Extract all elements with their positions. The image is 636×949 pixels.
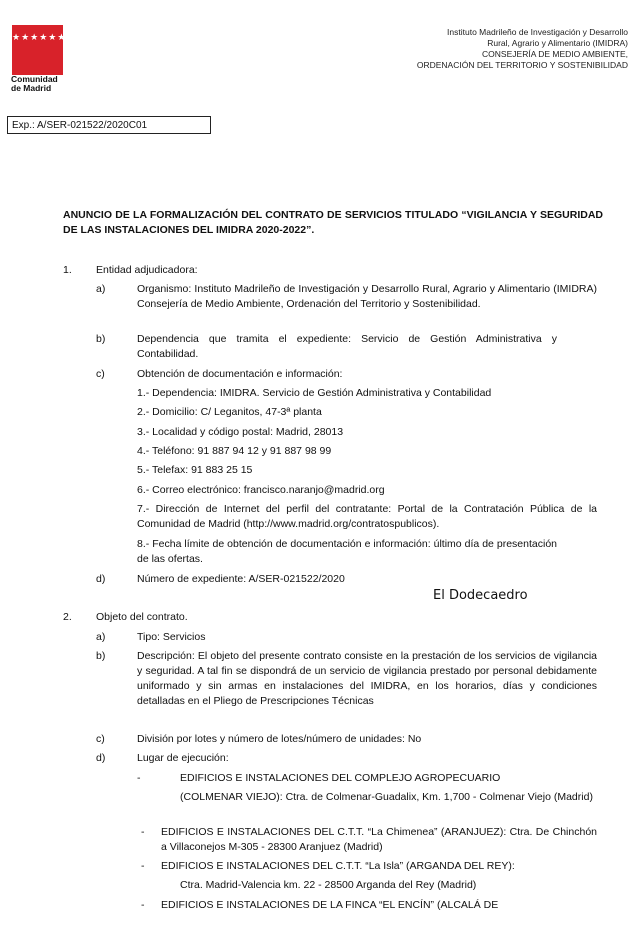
location-4-dash: - bbox=[141, 899, 145, 911]
item-2d-label: d) bbox=[96, 752, 106, 764]
location-4-text: EDIFICIOS E INSTALACIONES DE LA FINCA “EL ENCÍN” (ALCALÁ DE bbox=[161, 899, 499, 911]
header-line2: Rural, Agrario y Alimentario (IMIDRA) bbox=[487, 38, 628, 48]
contact-internet: 7.- Dirección de Internet del perfil del contratante: Portal de la Contratación Pública de la Comunidad de Madrid (http://www.madrid.org/contratospublicos). bbox=[137, 503, 597, 530]
location-1-detail: (COLMENAR VIEJO): Ctra. de Colmenar-Guadalix, Km. 1,700 - Colmenar Viejo (Madrid) bbox=[180, 791, 593, 803]
item-1d-label: d) bbox=[96, 573, 106, 585]
item-2a-label: a) bbox=[96, 631, 106, 643]
location-2-text: EDIFICIOS E INSTALACIONES DEL C.T.T. “La Chimenea” (ARANJUEZ): Ctra. De Chinchón a Villaconejos M-305 - 28300 Aranjuez (Madrid) bbox=[161, 826, 597, 853]
contact-dependencia: 1.- Dependencia: IMIDRA. Servicio de Gestión Administrativa y Contabilidad bbox=[137, 387, 492, 399]
item-1b-text: Dependencia que tramita el expediente: Servicio de Gestión Administrativa y Contabilidad. bbox=[137, 333, 557, 360]
location-3-detail: Ctra. Madrid-Valencia km. 22 - 28500 Arganda del Rey (Madrid) bbox=[180, 879, 477, 891]
section-1-heading: Entidad adjudicadora: bbox=[96, 264, 198, 276]
section-2-number: 2. bbox=[63, 611, 72, 623]
contact-localidad: 3.- Localidad y código postal: Madrid, 28013 bbox=[137, 426, 344, 438]
watermark-text: El Dodecaedro bbox=[433, 588, 528, 603]
item-2b-label: b) bbox=[96, 650, 106, 662]
logo-caption bbox=[11, 75, 58, 93]
logo-stars-icon: ★★★★★★★ bbox=[12, 32, 76, 42]
location-2-dash: - bbox=[141, 826, 145, 838]
item-2c-label: c) bbox=[96, 733, 105, 745]
item-1a-label: a) bbox=[96, 283, 106, 295]
document-title: ANUNCIO DE LA FORMALIZACIÓN DEL CONTRATO DE SERVICIOS TITULADO “VIGILANCIA Y SEGURIDAD DE LAS INSTALACIONES DEL IMIDRA 2020-2022”. bbox=[63, 209, 603, 236]
location-1-dash: - bbox=[137, 772, 141, 784]
contact-fecha-limite: 8.- Fecha límite de obtención de documentación e información: último día de presentación de las ofertas. bbox=[137, 538, 557, 565]
item-2a-text: Tipo: Servicios bbox=[137, 631, 206, 643]
contact-email: 6.- Correo electrónico: francisco.naranjo@madrid.org bbox=[137, 484, 385, 496]
item-2d-text: Lugar de ejecución: bbox=[137, 752, 229, 764]
contact-domicilio: 2.- Domicilio: C/ Leganitos, 47-3ª planta bbox=[137, 406, 322, 418]
item-2b-text: Descripción: El objeto del presente contrato consiste en la prestación de los servicios de vigilancia y seguridad. A tal fin se dispondrá de un servicio de vigilancia prestado por personal debidamente uniformado y sin armas en instalaciones del IMIDRA, en los horarios, días y condiciones detalladas en el Pliego de Prescripciones Técnicas bbox=[137, 650, 597, 707]
item-2c-text: División por lotes y número de lotes/número de unidades: No bbox=[137, 733, 422, 745]
header-line1: Instituto Madrileño de Investigación y Desarrollo bbox=[447, 27, 628, 37]
item-1a-text: Organismo: Instituto Madrileño de Investigación y Desarrollo Rural, Agrario y Alimentario (IMIDRA) Consejería de Medio Ambiente, Ordenación del Territorio y Sostenibilidad. bbox=[137, 283, 597, 310]
logo-caption-line2: de Madrid bbox=[11, 83, 52, 93]
contact-telefax: 5.- Telefax: 91 883 25 15 bbox=[137, 464, 253, 476]
item-1b-label: b) bbox=[96, 333, 106, 345]
comunidad-madrid-logo bbox=[12, 25, 76, 75]
contact-telefono: 4.- Teléfono: 91 887 94 12 y 91 887 98 99 bbox=[137, 445, 332, 457]
item-1d-text: Número de expediente: A/SER-021522/2020 bbox=[137, 573, 345, 585]
location-3-title: EDIFICIOS E INSTALACIONES DEL C.T.T. “La Isla” (ARGANDA DEL REY): bbox=[161, 860, 515, 872]
section-1-number: 1. bbox=[63, 264, 72, 276]
logo-caption-line1: Comunidad bbox=[11, 74, 58, 84]
item-1c-text: Obtención de documentación e información: bbox=[137, 368, 343, 380]
header-line4: ORDENACIÓN DEL TERRITORIO Y SOSTENIBILIDAD bbox=[416, 60, 628, 70]
institution-header bbox=[417, 27, 628, 71]
item-1c-label: c) bbox=[96, 368, 105, 380]
location-3-dash: - bbox=[141, 860, 145, 872]
section-2-heading: Objeto del contrato. bbox=[96, 611, 188, 623]
header-line3: CONSEJERÍA DE MEDIO AMBIENTE, bbox=[482, 49, 628, 59]
expediente-box: Exp.: A/SER-021522/2020C01 bbox=[7, 116, 211, 134]
location-1-title: EDIFICIOS E INSTALACIONES DEL COMPLEJO AGROPECUARIO bbox=[180, 772, 501, 784]
